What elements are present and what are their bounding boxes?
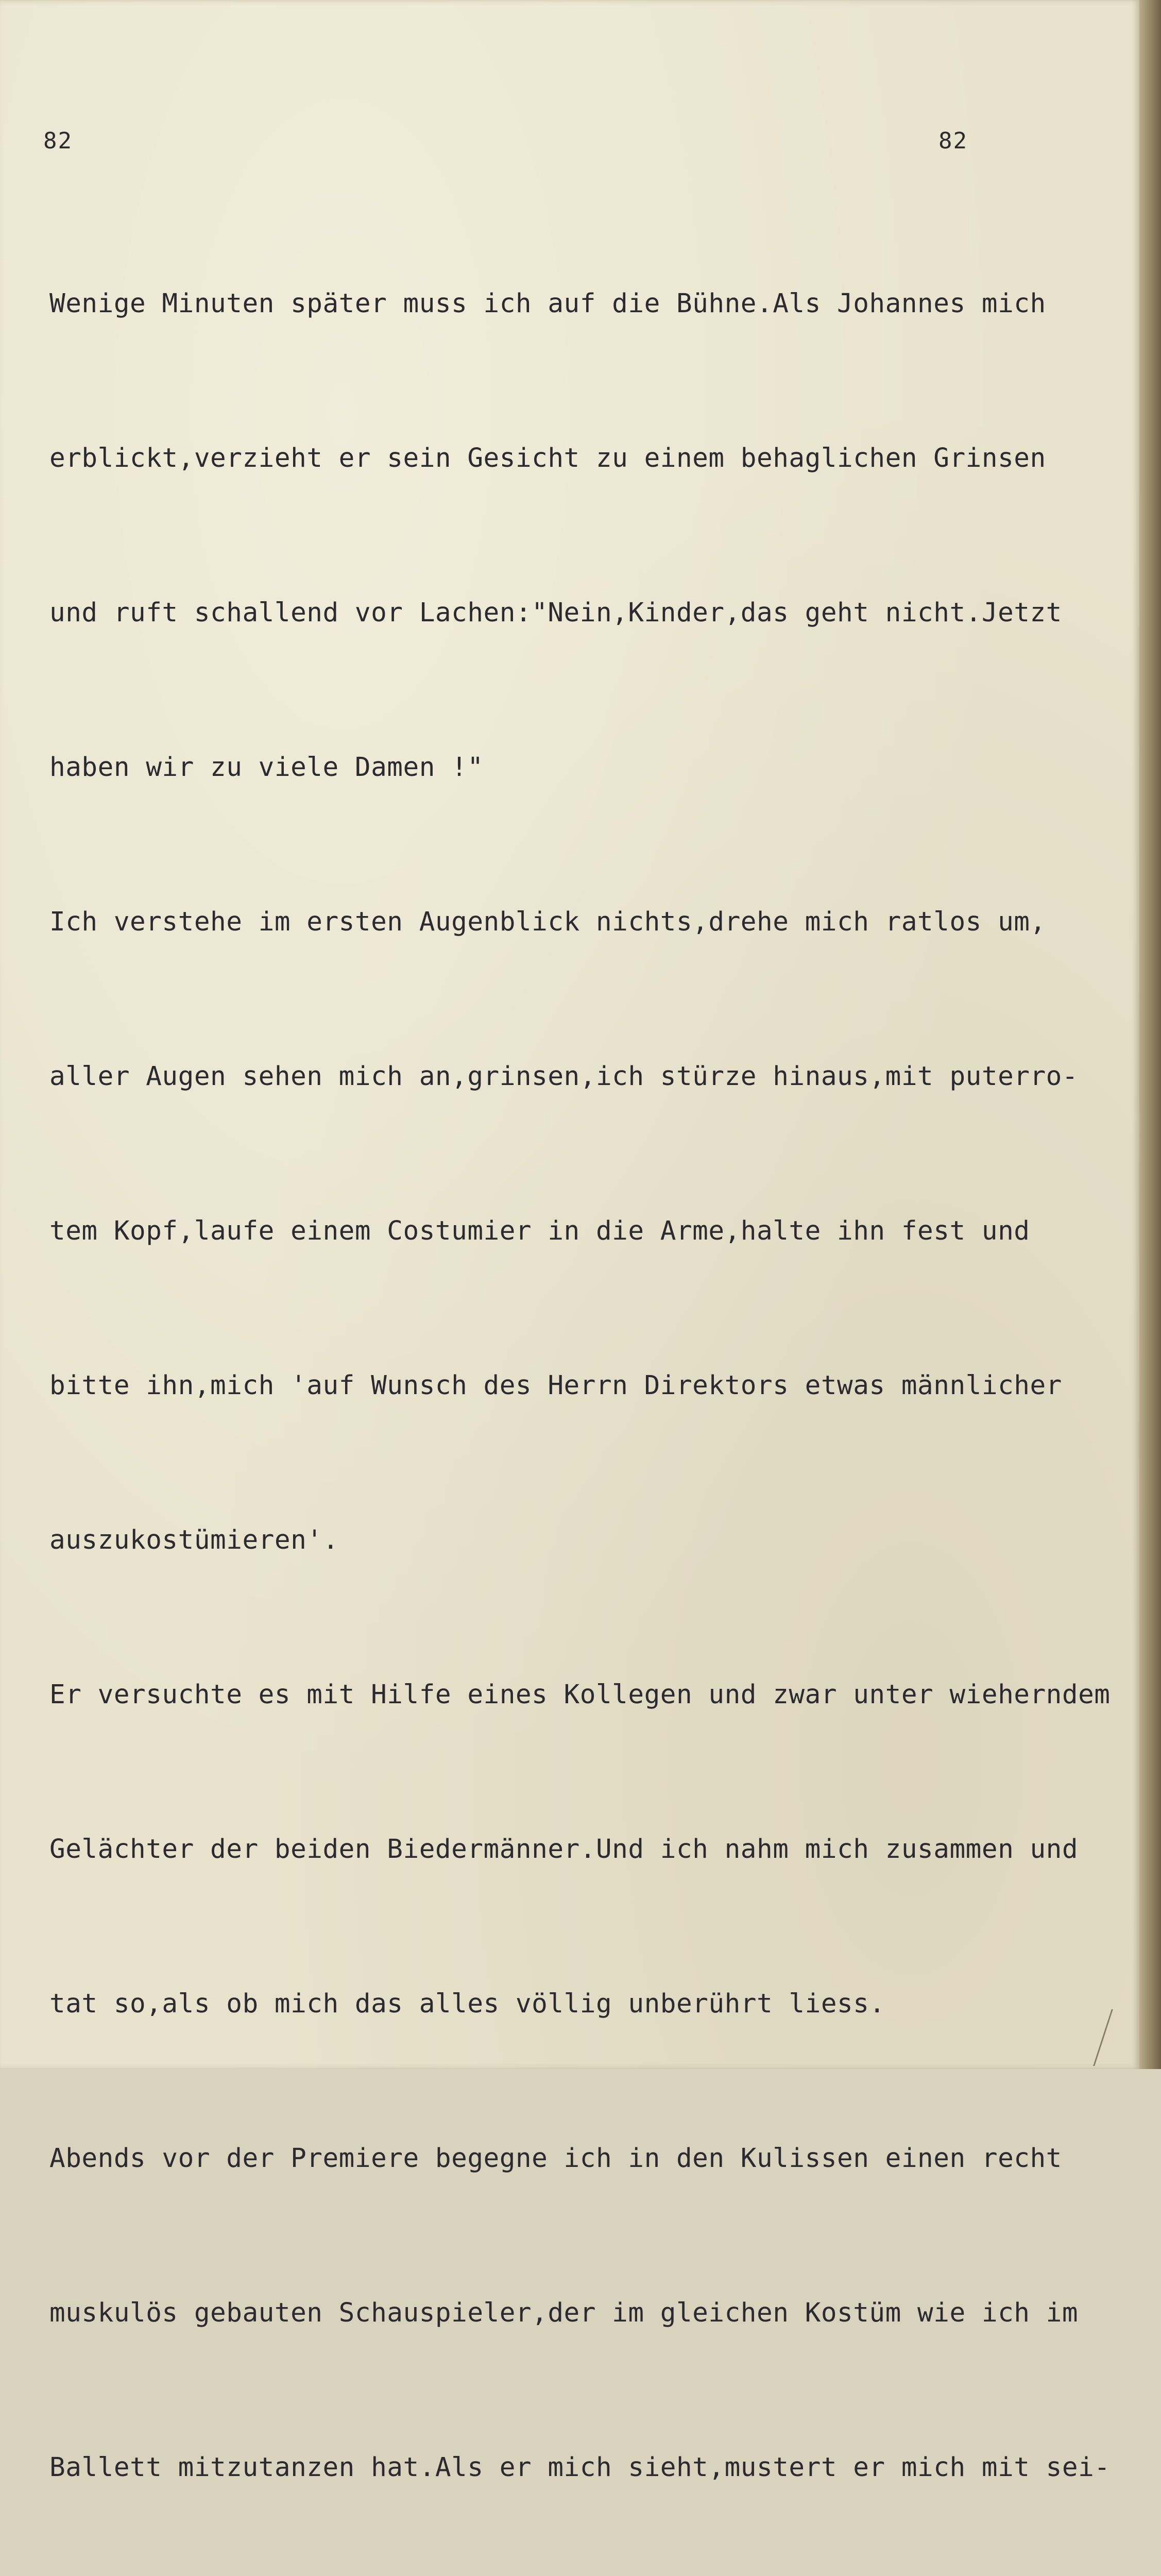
- text-line: Wenige Minuten später muss ich auf die Bühne.Als Johannes mich: [49, 289, 1046, 319]
- text-line: Abends vor der Premiere begegne ich in den Kulissen einen recht: [49, 2143, 1062, 2174]
- text-line: tat so,als ob mich das alles völlig unberührt liess.: [49, 1989, 885, 2019]
- text-line: Ich verstehe im ersten Augenblick nichts,drehe mich ratlos um,: [49, 907, 1046, 937]
- text-line: und ruft schallend vor Lachen:"Nein,Kinder,das geht nicht.Jetzt: [49, 598, 1062, 628]
- page-binding-edge: [1139, 0, 1161, 2069]
- page-number-right: 82: [938, 128, 968, 154]
- text-line: bitte ihn,mich 'auf Wunsch des Herrn Direktors etwas männlicher: [49, 1370, 1062, 1401]
- text-line: Ballett mitzutanzen hat.Als er mich sieht,mustert er mich mit sei-: [49, 2452, 1111, 2483]
- text-line: Er versuchte es mit Hilfe eines Kollegen und zwar unter wieherndem: [49, 1680, 1111, 1710]
- text-line: aller Augen sehen mich an,grinsen,ich stürze hinaus,mit puterro-: [49, 1061, 1079, 1092]
- text-line: erblickt,verzieht er sein Gesicht zu einem behaglichen Grinsen: [49, 443, 1046, 473]
- text-line: muskulös gebauten Schauspieler,der im gleichen Kostüm wie ich im: [49, 2298, 1079, 2328]
- text-line: Gelächter der beiden Biedermänner.Und ich nahm mich zusammen und: [49, 1834, 1079, 1865]
- typewritten-body: [49, 175, 1131, 2576]
- page-number-left: 82: [43, 128, 73, 154]
- text-line: auszukostümieren'.: [49, 1525, 339, 1555]
- text-line: tem Kopf,laufe einem Costumier in die Arme,halte ihn fest und: [49, 1216, 1030, 1246]
- text-line: haben wir zu viele Damen !": [49, 752, 484, 783]
